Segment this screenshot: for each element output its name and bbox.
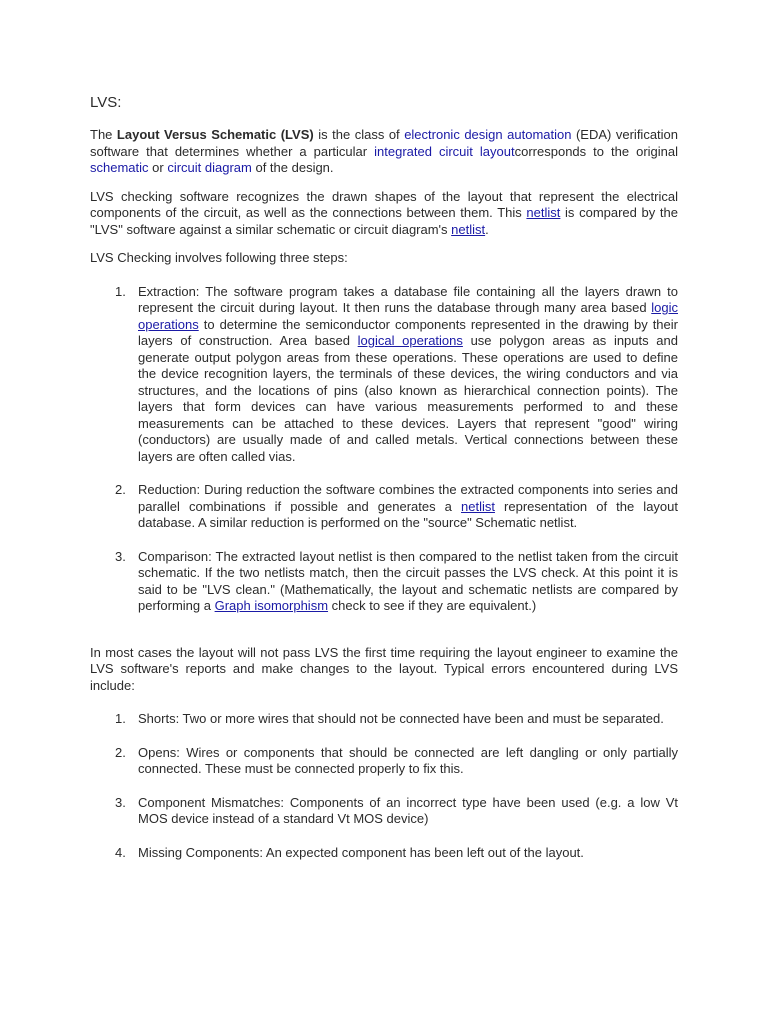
link-netlist[interactable]: netlist (526, 205, 561, 220)
paragraph-text: is compared by the "LVS" software against a similar schematic or circuit diagram's (90, 205, 678, 237)
link-logical-operations[interactable]: logical operations (357, 333, 463, 348)
list-number: 1. (115, 283, 126, 299)
list-number: 3. (115, 548, 126, 564)
list-text: Reduction: During reduction the software combines the extracted components into series and parallel combinations if possible and generates a (138, 482, 678, 514)
link-integrated-circuit-layout[interactable]: integrated circuit layout (374, 143, 515, 159)
intro-text: is the class of (313, 127, 405, 142)
list-text: Shorts: Two or more wires that should not be connected have been and must be separated. (138, 711, 664, 726)
errors-list (90, 711, 678, 861)
steps-list (90, 284, 678, 615)
link-netlist[interactable]: netlist (451, 221, 486, 237)
document-page (90, 94, 678, 878)
list-item (90, 549, 678, 615)
link-schematic[interactable]: schematic (90, 160, 149, 175)
list-number: 2. (115, 744, 126, 760)
intro-text: The (90, 127, 117, 142)
list-item (90, 711, 678, 728)
paragraph-text: . (485, 221, 489, 237)
list-number: 1. (115, 711, 126, 726)
list-number: 4. (115, 844, 126, 860)
link-electronic-design-automation[interactable]: electronic design automation (404, 127, 572, 142)
list-text: Extraction: The software program takes a database file containing all the layers drawn to represent the circuit during layout. It then runs the database through many area based (138, 283, 678, 315)
list-text: representation of the layout database. A similar reduction is performed on the "source" Schematic netlist. (138, 498, 678, 530)
list-item (90, 482, 678, 532)
list-item (90, 795, 678, 828)
steps-intro: LVS Checking involves following three steps: (90, 250, 348, 265)
link-netlist[interactable]: netlist (461, 498, 495, 514)
list-text: Opens: Wires or components that should be connected are left dangling or only partially connected. These must be connected properly to fix this. (138, 744, 678, 776)
list-text: use polygon areas as inputs and generate output polygon areas from these operations. These operations are used to define the device recognition layers, the terminals of these devices, the wiring conductors and via structures, and the locations of pins (also known as hierarchical connection points). The layers that form devices can have various measurements performed to and these measurements can be attached to these devices. Layers that represent "good" wiring (conductors) are usually made of and called metals. Vertical connections between these layers are often called vias. (138, 333, 678, 464)
link-graph-isomorphism[interactable]: Graph isomorphism (214, 598, 329, 613)
netlist-paragraph (90, 189, 678, 239)
errors-intro: In most cases the layout will not pass LVS the first time requiring the layout engineer to examine the LVS software's reports and make changes to the layout. Typical errors encountered during LVS include: (90, 644, 678, 693)
list-item (90, 284, 678, 466)
list-number: 2. (115, 482, 126, 497)
list-text: Comparison: The extracted layout netlist is then compared to the netlist taken from the circuit schematic. If the two netlists match, then the circuit passes the LVS check. At this point it is said to be "LVS clean." (Mathematically, the layout and schematic netlists are compared by performing a (138, 548, 678, 613)
intro-paragraph (90, 127, 678, 177)
list-text: to determine the semiconductor components represented in the drawing by their layers of construction. Area based (138, 316, 678, 348)
link-logic-operations[interactable]: logic operations (138, 300, 678, 332)
list-number: 3. (115, 794, 126, 810)
link-circuit-diagram[interactable]: circuit diagram (167, 160, 252, 175)
list-text: Component Mismatches: Components of an incorrect type have been used (e.g. a low Vt MOS device instead of a standard Vt MOS device) (138, 794, 678, 826)
intro-text: or (148, 160, 168, 175)
page-title: LVS: (90, 94, 122, 111)
intro-text: of the design. (251, 160, 334, 175)
list-text: Missing Components: An expected component has been left out of the layout. (138, 844, 584, 860)
intro-text: (EDA) verification software that determines whether a particular (90, 127, 679, 159)
intro-text: corresponds to the original (514, 143, 678, 159)
list-text: check to see if they are equivalent.) (328, 598, 537, 613)
list-item (90, 845, 678, 862)
paragraph-text: LVS checking software recognizes the drawn shapes of the layout that represent the electrical components of the circuit, as well as the connections between them. This (90, 188, 678, 220)
intro-bold-term: Layout Versus Schematic (LVS) (116, 127, 314, 142)
list-item (90, 745, 678, 778)
